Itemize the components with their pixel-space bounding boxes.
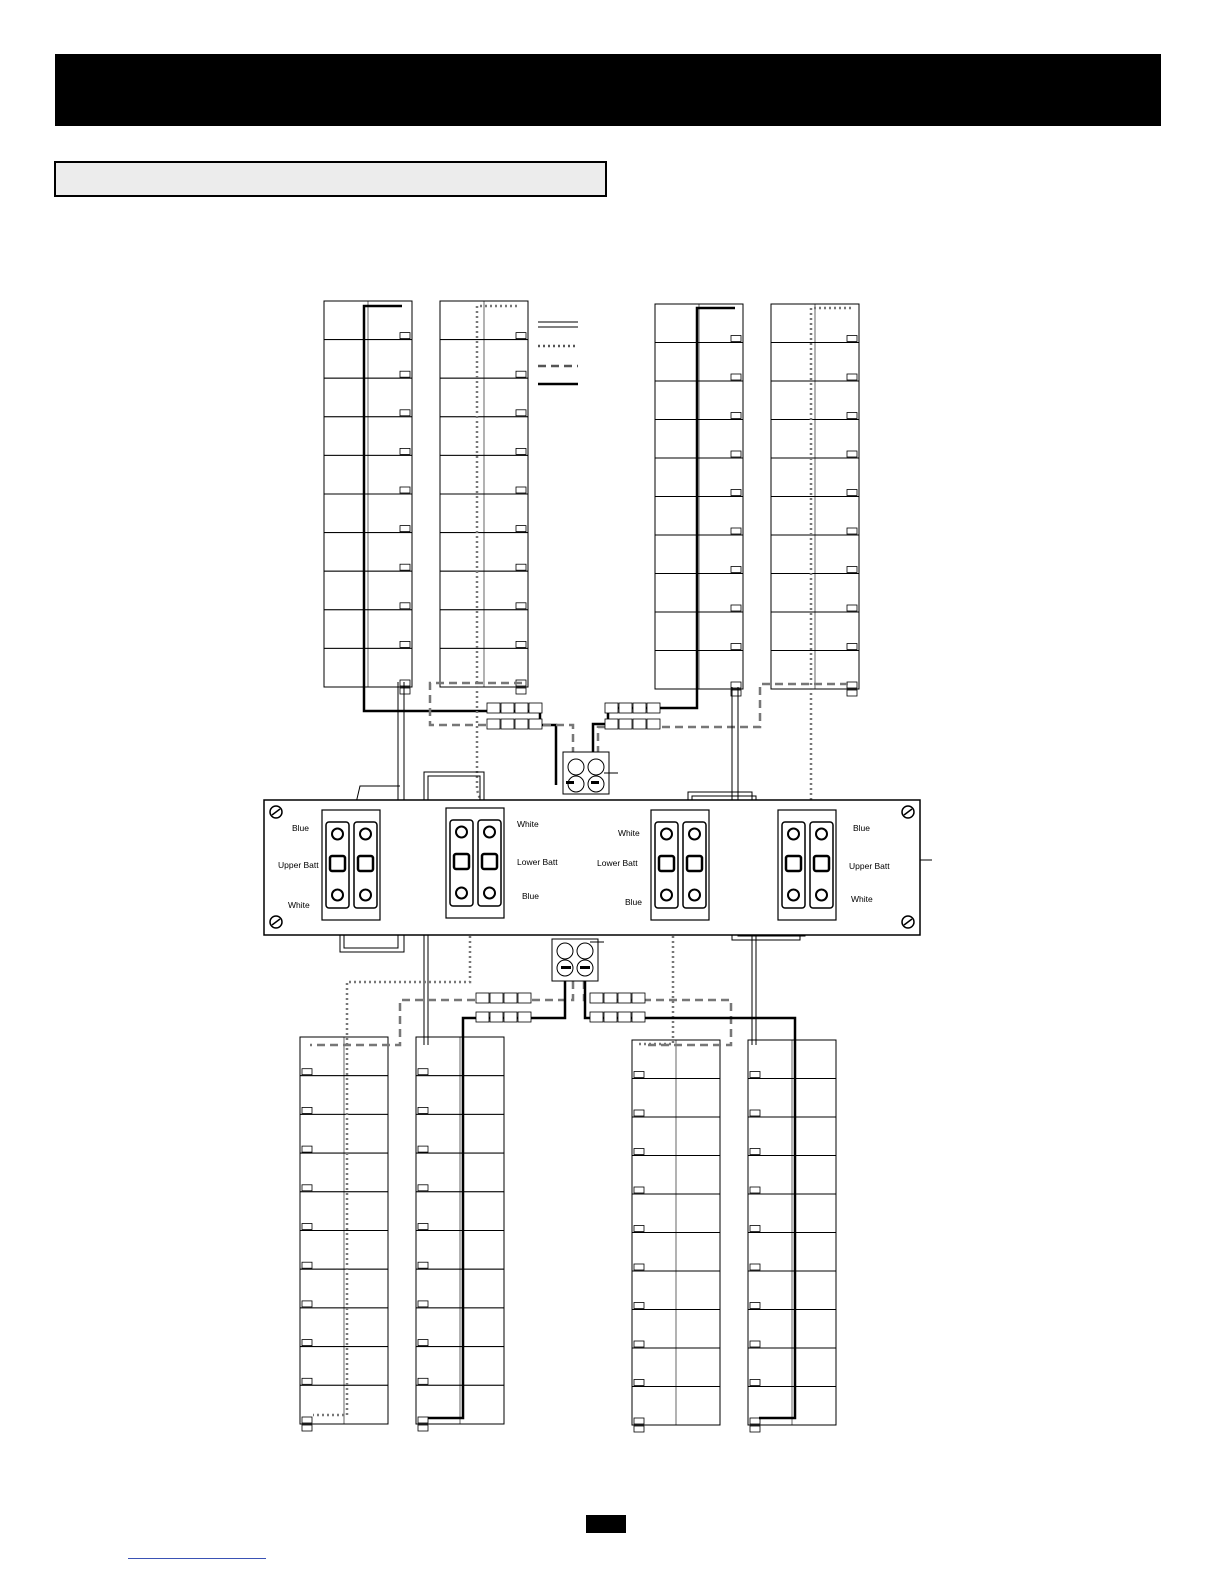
battery-terminal: [750, 1426, 760, 1432]
battery-terminal: [516, 448, 526, 454]
right-lower-bottom-label: Blue: [625, 897, 643, 907]
right-upper-middle-label: Upper Batt: [849, 861, 890, 871]
battery-string: [748, 1040, 836, 1432]
battery-terminal: [516, 641, 526, 647]
battery-terminal: [847, 690, 857, 696]
connector-cell: [590, 993, 603, 1003]
battery-terminal: [302, 1146, 312, 1152]
battery-terminal: [516, 688, 526, 694]
connector-cell: [504, 993, 517, 1003]
breaker-toggle: [330, 856, 345, 871]
battery-string: [300, 1037, 388, 1431]
battery-terminal: [302, 1107, 312, 1113]
screw-icon: [270, 806, 282, 818]
battery-terminal: [400, 680, 410, 686]
connector-cell: [590, 1012, 603, 1022]
battery-terminal: [731, 605, 741, 611]
battery-terminal: [302, 1069, 312, 1075]
battery-terminal: [634, 1187, 644, 1193]
left-upper-middle-label: Upper Batt: [278, 860, 319, 870]
breaker-terminal-screw: [456, 888, 467, 899]
battery-terminal: [731, 413, 741, 419]
connector-cell: [476, 993, 489, 1003]
battery-terminal: [418, 1425, 428, 1431]
breaker-terminal-screw: [484, 888, 495, 899]
connector-cell: [647, 703, 660, 713]
battery-terminal: [516, 603, 526, 609]
breaker-toggle: [659, 856, 674, 871]
battery-terminal: [847, 605, 857, 611]
battery-terminal: [847, 644, 857, 650]
battery-terminal: [418, 1107, 428, 1113]
connector-cell: [490, 993, 503, 1003]
breaker-terminal-screw: [332, 829, 343, 840]
connector-cell: [619, 703, 632, 713]
breaker-toggle: [454, 854, 469, 869]
battery-terminal: [750, 1380, 760, 1386]
battery-terminal: [302, 1262, 312, 1268]
battery-terminal: [418, 1224, 428, 1230]
connector-cell: [501, 703, 514, 713]
battery-terminal: [516, 371, 526, 377]
breaker-terminal-screw: [661, 829, 672, 840]
wire-dashed: [310, 981, 573, 1045]
breaker-terminal-screw: [788, 890, 799, 901]
page-number-box: [586, 1515, 626, 1533]
connector-top-right-lower: [605, 719, 660, 729]
battery-terminal: [418, 1185, 428, 1191]
battery-terminal: [418, 1417, 428, 1423]
battery-terminal: [731, 451, 741, 457]
junction-box-bottom: [552, 939, 604, 981]
breaker-terminal-screw: [689, 890, 700, 901]
connector-cell: [633, 703, 646, 713]
battery-terminal: [400, 603, 410, 609]
left-lower-bottom-label: Blue: [522, 891, 540, 901]
breaker: [651, 810, 709, 920]
battery-terminal: [750, 1303, 760, 1309]
battery-terminal: [634, 1380, 644, 1386]
battery-terminal: [516, 410, 526, 416]
battery-terminal: [731, 567, 741, 573]
battery-terminal: [400, 410, 410, 416]
battery-terminal: [847, 413, 857, 419]
battery-terminal: [634, 1303, 644, 1309]
connector-cell: [501, 719, 514, 729]
connector-cell: [487, 703, 500, 713]
breaker: [446, 808, 504, 918]
battery-terminal: [634, 1264, 644, 1270]
connector-cell: [632, 993, 645, 1003]
battery-terminal: [516, 564, 526, 570]
connector-cell: [605, 719, 618, 729]
connector-top-left-lower: [487, 719, 542, 729]
battery-terminal: [731, 644, 741, 650]
left-lower-top-label: White: [517, 819, 539, 829]
battery-terminal: [400, 564, 410, 570]
battery-terminal: [302, 1425, 312, 1431]
breaker-terminal-screw: [360, 890, 371, 901]
battery-terminal: [400, 448, 410, 454]
left-upper-bottom-label: White: [288, 900, 310, 910]
battery-terminal: [418, 1262, 428, 1268]
connector-cell: [529, 703, 542, 713]
battery-terminal: [847, 451, 857, 457]
screw-icon: [270, 916, 282, 928]
battery-string: [324, 301, 412, 694]
breaker-toggle: [358, 856, 373, 871]
battery-terminal: [634, 1072, 644, 1078]
connector-cell: [604, 993, 617, 1003]
breaker-toggle: [814, 856, 829, 871]
battery-terminal: [847, 374, 857, 380]
battery-terminal: [634, 1426, 644, 1432]
battery-string: [416, 1037, 504, 1431]
battery-terminal: [302, 1185, 312, 1191]
right-lower-top-label: White: [618, 828, 640, 838]
battery-terminal: [750, 1418, 760, 1424]
battery-terminal: [634, 1226, 644, 1232]
connector-cell: [515, 719, 528, 729]
breaker-toggle: [786, 856, 801, 871]
screw-icon: [902, 806, 914, 818]
left-lower-middle-label: Lower Batt: [517, 857, 558, 867]
connector-cell: [632, 1012, 645, 1022]
battery-terminal: [847, 567, 857, 573]
right-upper-bottom-label: White: [851, 894, 873, 904]
connector-cell: [490, 1012, 503, 1022]
battery-terminal: [400, 526, 410, 532]
breaker-terminal-screw: [816, 890, 827, 901]
battery-terminal: [418, 1069, 428, 1075]
breaker-terminal-screw: [689, 829, 700, 840]
breaker-terminal-screw: [484, 827, 495, 838]
breaker-terminal-screw: [661, 890, 672, 901]
connector-cell: [518, 993, 531, 1003]
connector-cell: [476, 1012, 489, 1022]
breaker-terminal-screw: [816, 829, 827, 840]
battery-terminal: [750, 1149, 760, 1155]
battery-terminal: [302, 1417, 312, 1423]
breaker-toggle: [687, 856, 702, 871]
battery-terminal: [634, 1110, 644, 1116]
battery-terminal: [418, 1340, 428, 1346]
connector-cell: [504, 1012, 517, 1022]
battery-terminal: [400, 371, 410, 377]
battery-terminal: [400, 487, 410, 493]
battery-terminal: [847, 528, 857, 534]
connector-bottom-right-upper: [590, 993, 645, 1003]
battery-terminal: [750, 1264, 760, 1270]
connector-cell: [618, 1012, 631, 1022]
battery-terminal: [847, 336, 857, 342]
breaker-terminal-screw: [332, 890, 343, 901]
battery-terminal: [302, 1224, 312, 1230]
battery-string: [440, 301, 528, 694]
battery-terminal: [400, 641, 410, 647]
battery-terminal: [750, 1226, 760, 1232]
connector-cell: [633, 719, 646, 729]
battery-string: [632, 1040, 720, 1432]
battery-terminal: [400, 333, 410, 339]
right-upper-top-label: Blue: [853, 823, 871, 833]
battery-terminal: [634, 1341, 644, 1347]
connector-cell: [605, 703, 618, 713]
battery-terminal: [634, 1418, 644, 1424]
battery-terminal: [731, 374, 741, 380]
battery-terminal: [400, 688, 410, 694]
battery-terminal: [516, 526, 526, 532]
battery-terminal: [302, 1378, 312, 1384]
battery-terminal: [750, 1341, 760, 1347]
battery-terminal: [302, 1301, 312, 1307]
breaker-toggle: [482, 854, 497, 869]
battery-terminal: [847, 490, 857, 496]
breaker-terminal-screw: [456, 827, 467, 838]
legend: [538, 322, 578, 384]
battery-terminal: [847, 682, 857, 688]
screw-icon: [902, 916, 914, 928]
wire-dashed: [430, 683, 573, 752]
connector-cell: [618, 993, 631, 1003]
right-lower-middle-label: Lower Batt: [597, 858, 638, 868]
footer-link[interactable]: [128, 1558, 266, 1559]
battery-terminal: [516, 487, 526, 493]
battery-terminal: [516, 333, 526, 339]
breaker-terminal-screw: [360, 829, 371, 840]
battery-terminal: [418, 1378, 428, 1384]
breaker: [778, 810, 836, 920]
connector-cell: [518, 1012, 531, 1022]
connector-cell: [529, 719, 542, 729]
connector-cell: [619, 719, 632, 729]
junction-box-top: [563, 752, 618, 794]
battery-terminal: [302, 1340, 312, 1346]
connector-cell: [487, 719, 500, 729]
battery-string: [771, 304, 859, 696]
battery-terminal: [750, 1110, 760, 1116]
battery-terminal: [750, 1187, 760, 1193]
battery-terminal: [750, 1072, 760, 1078]
battery-terminal: [731, 528, 741, 534]
battery-terminal: [418, 1146, 428, 1152]
breaker: [322, 810, 380, 920]
breaker-terminal-screw: [788, 829, 799, 840]
battery-terminal: [634, 1149, 644, 1155]
battery-terminal: [731, 336, 741, 342]
battery-terminal: [731, 490, 741, 496]
left-upper-top-label: Blue: [292, 823, 310, 833]
battery-string: [655, 304, 743, 696]
connector-cell: [647, 719, 660, 729]
connector-cell: [604, 1012, 617, 1022]
connector-cell: [515, 703, 528, 713]
connector-bottom-left-upper: [476, 993, 531, 1003]
battery-terminal: [418, 1301, 428, 1307]
